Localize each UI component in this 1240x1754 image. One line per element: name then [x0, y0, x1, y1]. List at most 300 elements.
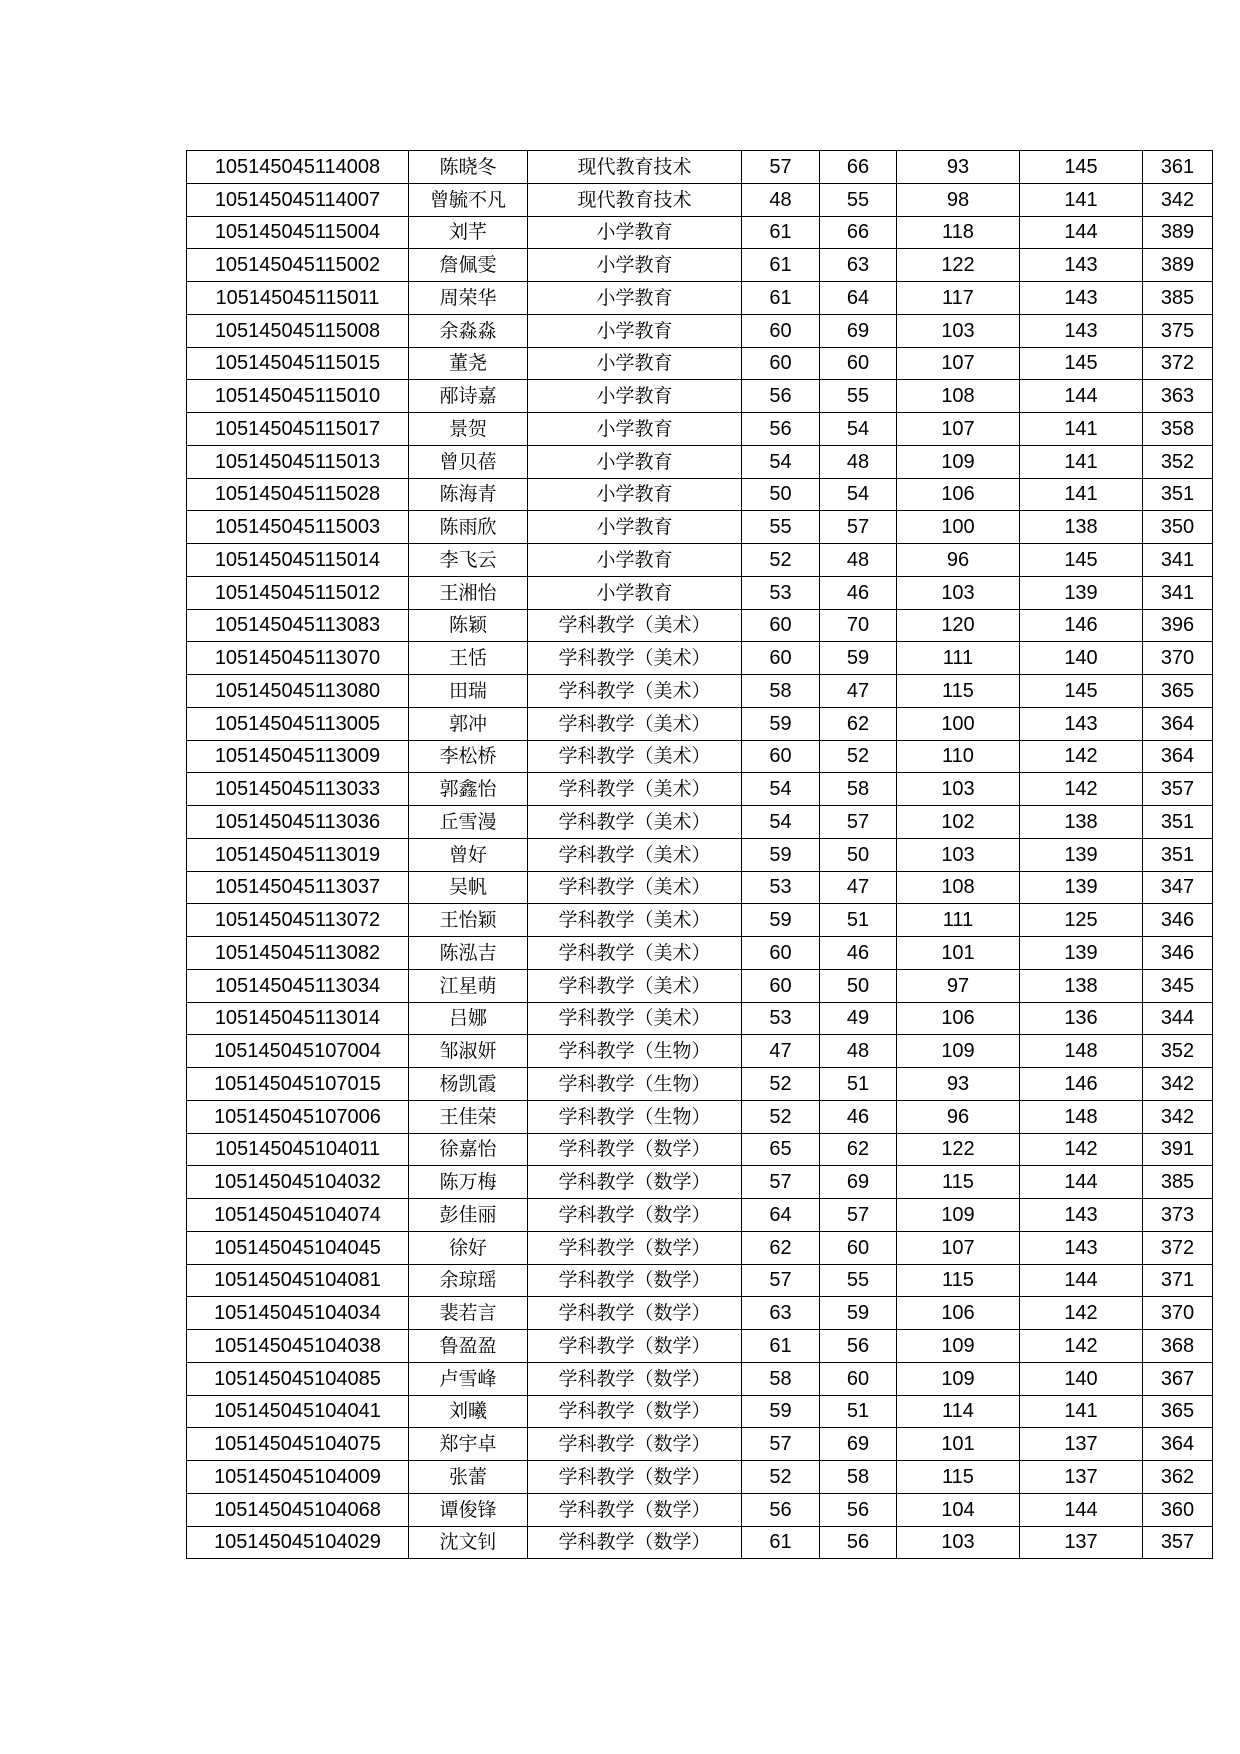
- total-score-cell: 351: [1143, 838, 1213, 871]
- name-cell: 裴若言: [409, 1297, 528, 1330]
- score-2-cell: 48: [820, 544, 897, 577]
- score-2-cell: 69: [820, 1428, 897, 1461]
- score-3-cell: 117: [897, 282, 1020, 315]
- score-2-cell: 60: [820, 1231, 897, 1264]
- exam-id-cell: 105145045113005: [187, 707, 409, 740]
- name-cell: 王湘怡: [409, 576, 528, 609]
- name-cell: 陈泓吉: [409, 937, 528, 970]
- major-cell: 学科教学（生物）: [528, 1100, 742, 1133]
- exam-id-cell: 105145045113014: [187, 1002, 409, 1035]
- major-cell: 学科教学（数学）: [528, 1264, 742, 1297]
- score-4-cell: 141: [1020, 1395, 1143, 1428]
- name-cell: 周荣华: [409, 282, 528, 315]
- score-4-cell: 148: [1020, 1100, 1143, 1133]
- name-cell: 徐好: [409, 1231, 528, 1264]
- major-cell: 学科教学（数学）: [528, 1493, 742, 1526]
- score-4-cell: 138: [1020, 969, 1143, 1002]
- score-1-cell: 60: [742, 314, 820, 347]
- score-4-cell: 143: [1020, 314, 1143, 347]
- score-1-cell: 55: [742, 511, 820, 544]
- name-cell: 吕娜: [409, 1002, 528, 1035]
- score-2-cell: 70: [820, 609, 897, 642]
- score-4-cell: 142: [1020, 1133, 1143, 1166]
- score-2-cell: 60: [820, 1362, 897, 1395]
- exam-id-cell: 105145045114008: [187, 151, 409, 184]
- total-score-cell: 373: [1143, 1199, 1213, 1232]
- score-2-cell: 48: [820, 445, 897, 478]
- total-score-cell: 341: [1143, 576, 1213, 609]
- score-2-cell: 55: [820, 380, 897, 413]
- name-cell: 卢雪峰: [409, 1362, 528, 1395]
- major-cell: 学科教学（生物）: [528, 1068, 742, 1101]
- table-row: [187, 576, 1213, 609]
- total-score-cell: 375: [1143, 314, 1213, 347]
- name-cell: 刘芊: [409, 216, 528, 249]
- major-cell: 学科教学（美术）: [528, 609, 742, 642]
- table-row: [187, 1395, 1213, 1428]
- total-score-cell: 352: [1143, 445, 1213, 478]
- total-score-cell: 370: [1143, 642, 1213, 675]
- total-score-cell: 346: [1143, 937, 1213, 970]
- major-cell: 小学教育: [528, 544, 742, 577]
- major-cell: 学科教学（美术）: [528, 871, 742, 904]
- table-row: [187, 478, 1213, 511]
- total-score-cell: 342: [1143, 183, 1213, 216]
- score-1-cell: 47: [742, 1035, 820, 1068]
- score-4-cell: 143: [1020, 1199, 1143, 1232]
- total-score-cell: 367: [1143, 1362, 1213, 1395]
- name-cell: 郭鑫怡: [409, 773, 528, 806]
- score-4-cell: 141: [1020, 445, 1143, 478]
- score-4-cell: 144: [1020, 380, 1143, 413]
- total-score-cell: 368: [1143, 1330, 1213, 1363]
- score-3-cell: 96: [897, 1100, 1020, 1133]
- exam-id-cell: 105145045104011: [187, 1133, 409, 1166]
- score-1-cell: 52: [742, 1461, 820, 1494]
- name-cell: 景贺: [409, 413, 528, 446]
- exam-id-cell: 105145045113009: [187, 740, 409, 773]
- total-score-cell: 364: [1143, 740, 1213, 773]
- score-2-cell: 47: [820, 871, 897, 904]
- score-1-cell: 59: [742, 707, 820, 740]
- table-row: [187, 1035, 1213, 1068]
- score-2-cell: 51: [820, 1395, 897, 1428]
- table-row: [187, 216, 1213, 249]
- table-row: [187, 1100, 1213, 1133]
- score-2-cell: 60: [820, 347, 897, 380]
- score-table-body: [187, 151, 1213, 1559]
- score-1-cell: 63: [742, 1297, 820, 1330]
- score-2-cell: 54: [820, 413, 897, 446]
- score-2-cell: 47: [820, 675, 897, 708]
- score-1-cell: 58: [742, 1362, 820, 1395]
- score-2-cell: 62: [820, 707, 897, 740]
- score-4-cell: 137: [1020, 1461, 1143, 1494]
- major-cell: 学科教学（美术）: [528, 1002, 742, 1035]
- major-cell: 现代教育技术: [528, 151, 742, 184]
- table-row: [187, 1133, 1213, 1166]
- score-3-cell: 115: [897, 675, 1020, 708]
- table-row: [187, 1068, 1213, 1101]
- score-4-cell: 140: [1020, 1362, 1143, 1395]
- score-3-cell: 106: [897, 1002, 1020, 1035]
- total-score-cell: 391: [1143, 1133, 1213, 1166]
- score-2-cell: 64: [820, 282, 897, 315]
- score-3-cell: 106: [897, 1297, 1020, 1330]
- total-score-cell: 358: [1143, 413, 1213, 446]
- name-cell: 李松桥: [409, 740, 528, 773]
- major-cell: 学科教学（数学）: [528, 1231, 742, 1264]
- major-cell: 现代教育技术: [528, 183, 742, 216]
- exam-id-cell: 105145045104038: [187, 1330, 409, 1363]
- score-4-cell: 145: [1020, 151, 1143, 184]
- major-cell: 学科教学（生物）: [528, 1035, 742, 1068]
- score-4-cell: 141: [1020, 183, 1143, 216]
- total-score-cell: 385: [1143, 1166, 1213, 1199]
- score-2-cell: 50: [820, 838, 897, 871]
- exam-id-cell: 105145045115015: [187, 347, 409, 380]
- score-1-cell: 59: [742, 904, 820, 937]
- major-cell: 学科教学（数学）: [528, 1166, 742, 1199]
- name-cell: 沈文钊: [409, 1526, 528, 1559]
- score-4-cell: 144: [1020, 216, 1143, 249]
- table-row: [187, 1461, 1213, 1494]
- score-4-cell: 137: [1020, 1526, 1143, 1559]
- name-cell: 张蕾: [409, 1461, 528, 1494]
- total-score-cell: 370: [1143, 1297, 1213, 1330]
- score-2-cell: 51: [820, 1068, 897, 1101]
- score-3-cell: 122: [897, 249, 1020, 282]
- score-1-cell: 59: [742, 1395, 820, 1428]
- exam-id-cell: 105145045104034: [187, 1297, 409, 1330]
- table-row: [187, 675, 1213, 708]
- exam-id-cell: 105145045115028: [187, 478, 409, 511]
- exam-id-cell: 105145045113072: [187, 904, 409, 937]
- exam-id-cell: 105145045113036: [187, 806, 409, 839]
- name-cell: 陈雨欣: [409, 511, 528, 544]
- name-cell: 丘雪漫: [409, 806, 528, 839]
- table-row: [187, 282, 1213, 315]
- major-cell: 学科教学（数学）: [528, 1362, 742, 1395]
- score-1-cell: 62: [742, 1231, 820, 1264]
- exam-id-cell: 105145045113037: [187, 871, 409, 904]
- score-4-cell: 142: [1020, 773, 1143, 806]
- score-1-cell: 54: [742, 773, 820, 806]
- score-2-cell: 59: [820, 642, 897, 675]
- table-row: [187, 445, 1213, 478]
- table-row: [187, 969, 1213, 1002]
- score-1-cell: 52: [742, 544, 820, 577]
- score-1-cell: 60: [742, 937, 820, 970]
- name-cell: 吴帆: [409, 871, 528, 904]
- score-4-cell: 139: [1020, 838, 1143, 871]
- major-cell: 小学教育: [528, 216, 742, 249]
- table-row: [187, 1002, 1213, 1035]
- score-3-cell: 104: [897, 1493, 1020, 1526]
- score-1-cell: 58: [742, 675, 820, 708]
- total-score-cell: 347: [1143, 871, 1213, 904]
- table-row: [187, 314, 1213, 347]
- total-score-cell: 350: [1143, 511, 1213, 544]
- table-row: [187, 871, 1213, 904]
- score-1-cell: 54: [742, 445, 820, 478]
- score-4-cell: 139: [1020, 576, 1143, 609]
- score-3-cell: 102: [897, 806, 1020, 839]
- exam-id-cell: 105145045115014: [187, 544, 409, 577]
- exam-id-cell: 105145045115008: [187, 314, 409, 347]
- score-2-cell: 50: [820, 969, 897, 1002]
- exam-id-cell: 105145045114007: [187, 183, 409, 216]
- exam-id-cell: 105145045115011: [187, 282, 409, 315]
- score-2-cell: 56: [820, 1493, 897, 1526]
- major-cell: 学科教学（美术）: [528, 642, 742, 675]
- score-3-cell: 115: [897, 1461, 1020, 1494]
- score-1-cell: 60: [742, 740, 820, 773]
- score-2-cell: 48: [820, 1035, 897, 1068]
- score-3-cell: 109: [897, 1330, 1020, 1363]
- score-3-cell: 103: [897, 1526, 1020, 1559]
- score-1-cell: 65: [742, 1133, 820, 1166]
- score-3-cell: 109: [897, 1362, 1020, 1395]
- exam-id-cell: 105145045115002: [187, 249, 409, 282]
- total-score-cell: 346: [1143, 904, 1213, 937]
- name-cell: 陈晓冬: [409, 151, 528, 184]
- exam-id-cell: 105145045113083: [187, 609, 409, 642]
- score-2-cell: 56: [820, 1330, 897, 1363]
- score-3-cell: 111: [897, 904, 1020, 937]
- total-score-cell: 363: [1143, 380, 1213, 413]
- major-cell: 小学教育: [528, 413, 742, 446]
- table-row: [187, 413, 1213, 446]
- name-cell: 陈颖: [409, 609, 528, 642]
- major-cell: 学科教学（美术）: [528, 969, 742, 1002]
- score-4-cell: 137: [1020, 1428, 1143, 1461]
- score-4-cell: 143: [1020, 249, 1143, 282]
- major-cell: 学科教学（数学）: [528, 1199, 742, 1232]
- score-2-cell: 59: [820, 1297, 897, 1330]
- score-1-cell: 60: [742, 609, 820, 642]
- score-3-cell: 118: [897, 216, 1020, 249]
- score-1-cell: 57: [742, 1264, 820, 1297]
- table-row: [187, 642, 1213, 675]
- exam-id-cell: 105145045104081: [187, 1264, 409, 1297]
- name-cell: 郑宇卓: [409, 1428, 528, 1461]
- score-4-cell: 144: [1020, 1493, 1143, 1526]
- name-cell: 陈海青: [409, 478, 528, 511]
- major-cell: 小学教育: [528, 445, 742, 478]
- score-4-cell: 140: [1020, 642, 1143, 675]
- score-3-cell: 100: [897, 707, 1020, 740]
- total-score-cell: 385: [1143, 282, 1213, 315]
- total-score-cell: 342: [1143, 1068, 1213, 1101]
- score-1-cell: 60: [742, 347, 820, 380]
- score-3-cell: 106: [897, 478, 1020, 511]
- exam-id-cell: 105145045115004: [187, 216, 409, 249]
- table-row: [187, 1493, 1213, 1526]
- total-score-cell: 389: [1143, 249, 1213, 282]
- major-cell: 小学教育: [528, 478, 742, 511]
- major-cell: 小学教育: [528, 282, 742, 315]
- name-cell: 江星萌: [409, 969, 528, 1002]
- score-4-cell: 125: [1020, 904, 1143, 937]
- score-3-cell: 109: [897, 1035, 1020, 1068]
- exam-id-cell: 105145045113033: [187, 773, 409, 806]
- name-cell: 曾贝蓓: [409, 445, 528, 478]
- major-cell: 学科教学（美术）: [528, 806, 742, 839]
- score-3-cell: 109: [897, 1199, 1020, 1232]
- score-2-cell: 51: [820, 904, 897, 937]
- major-cell: 学科教学（数学）: [528, 1395, 742, 1428]
- score-3-cell: 107: [897, 347, 1020, 380]
- score-4-cell: 144: [1020, 1166, 1143, 1199]
- total-score-cell: 389: [1143, 216, 1213, 249]
- major-cell: 学科教学（数学）: [528, 1461, 742, 1494]
- name-cell: 王恬: [409, 642, 528, 675]
- total-score-cell: 357: [1143, 773, 1213, 806]
- score-1-cell: 56: [742, 413, 820, 446]
- total-score-cell: 361: [1143, 151, 1213, 184]
- score-1-cell: 52: [742, 1100, 820, 1133]
- total-score-cell: 360: [1143, 1493, 1213, 1526]
- table-row: [187, 1297, 1213, 1330]
- table-row: [187, 609, 1213, 642]
- score-2-cell: 69: [820, 314, 897, 347]
- table-row: [187, 183, 1213, 216]
- score-3-cell: 115: [897, 1264, 1020, 1297]
- exam-id-cell: 105145045113070: [187, 642, 409, 675]
- name-cell: 曾毓不凡: [409, 183, 528, 216]
- score-2-cell: 58: [820, 1461, 897, 1494]
- name-cell: 王怡颖: [409, 904, 528, 937]
- score-2-cell: 63: [820, 249, 897, 282]
- exam-id-cell: 105145045115003: [187, 511, 409, 544]
- major-cell: 小学教育: [528, 314, 742, 347]
- score-4-cell: 142: [1020, 1297, 1143, 1330]
- score-2-cell: 46: [820, 576, 897, 609]
- score-3-cell: 110: [897, 740, 1020, 773]
- total-score-cell: 357: [1143, 1526, 1213, 1559]
- score-2-cell: 46: [820, 937, 897, 970]
- score-1-cell: 61: [742, 1526, 820, 1559]
- score-4-cell: 136: [1020, 1002, 1143, 1035]
- major-cell: 学科教学（美术）: [528, 675, 742, 708]
- table-row: [187, 806, 1213, 839]
- exam-id-cell: 105145045104032: [187, 1166, 409, 1199]
- score-1-cell: 57: [742, 151, 820, 184]
- major-cell: 小学教育: [528, 511, 742, 544]
- table-row: [187, 347, 1213, 380]
- name-cell: 曾好: [409, 838, 528, 871]
- score-3-cell: 109: [897, 445, 1020, 478]
- name-cell: 詹佩雯: [409, 249, 528, 282]
- name-cell: 郭冲: [409, 707, 528, 740]
- total-score-cell: 365: [1143, 1395, 1213, 1428]
- score-3-cell: 108: [897, 871, 1020, 904]
- score-2-cell: 49: [820, 1002, 897, 1035]
- score-4-cell: 139: [1020, 937, 1143, 970]
- name-cell: 余琼瑶: [409, 1264, 528, 1297]
- score-4-cell: 143: [1020, 1231, 1143, 1264]
- name-cell: 刘曦: [409, 1395, 528, 1428]
- score-1-cell: 56: [742, 380, 820, 413]
- score-4-cell: 142: [1020, 740, 1143, 773]
- score-4-cell: 146: [1020, 609, 1143, 642]
- exam-id-cell: 105145045104029: [187, 1526, 409, 1559]
- score-3-cell: 111: [897, 642, 1020, 675]
- total-score-cell: 351: [1143, 806, 1213, 839]
- exam-id-cell: 105145045107004: [187, 1035, 409, 1068]
- score-1-cell: 57: [742, 1428, 820, 1461]
- score-1-cell: 61: [742, 216, 820, 249]
- table-row: [187, 380, 1213, 413]
- major-cell: 学科教学（数学）: [528, 1297, 742, 1330]
- total-score-cell: 362: [1143, 1461, 1213, 1494]
- major-cell: 学科教学（美术）: [528, 740, 742, 773]
- score-3-cell: 100: [897, 511, 1020, 544]
- name-cell: 谭俊锋: [409, 1493, 528, 1526]
- score-1-cell: 56: [742, 1493, 820, 1526]
- major-cell: 小学教育: [528, 249, 742, 282]
- score-3-cell: 93: [897, 151, 1020, 184]
- table-row: [187, 511, 1213, 544]
- exam-id-cell: 105145045113082: [187, 937, 409, 970]
- score-1-cell: 59: [742, 838, 820, 871]
- total-score-cell: 341: [1143, 544, 1213, 577]
- score-4-cell: 139: [1020, 871, 1143, 904]
- table-row: [187, 740, 1213, 773]
- score-3-cell: 103: [897, 576, 1020, 609]
- table-row: [187, 1166, 1213, 1199]
- table-row: [187, 544, 1213, 577]
- table-row: [187, 151, 1213, 184]
- exam-id-cell: 105145045115013: [187, 445, 409, 478]
- total-score-cell: 345: [1143, 969, 1213, 1002]
- major-cell: 小学教育: [528, 576, 742, 609]
- score-1-cell: 57: [742, 1166, 820, 1199]
- exam-id-cell: 105145045113080: [187, 675, 409, 708]
- score-1-cell: 61: [742, 282, 820, 315]
- score-1-cell: 50: [742, 478, 820, 511]
- total-score-cell: 342: [1143, 1100, 1213, 1133]
- major-cell: 学科教学（美术）: [528, 773, 742, 806]
- name-cell: 李飞云: [409, 544, 528, 577]
- exam-id-cell: 105145045115012: [187, 576, 409, 609]
- table-row: [187, 1330, 1213, 1363]
- score-3-cell: 103: [897, 314, 1020, 347]
- score-3-cell: 115: [897, 1166, 1020, 1199]
- name-cell: 徐嘉怡: [409, 1133, 528, 1166]
- major-cell: 学科教学（美术）: [528, 707, 742, 740]
- table-row: [187, 773, 1213, 806]
- score-4-cell: 138: [1020, 511, 1143, 544]
- name-cell: 田瑞: [409, 675, 528, 708]
- score-2-cell: 57: [820, 806, 897, 839]
- table-row: [187, 1428, 1213, 1461]
- exam-id-cell: 105145045104041: [187, 1395, 409, 1428]
- exam-id-cell: 105145045113034: [187, 969, 409, 1002]
- score-3-cell: 114: [897, 1395, 1020, 1428]
- score-3-cell: 107: [897, 1231, 1020, 1264]
- name-cell: 邹淑妍: [409, 1035, 528, 1068]
- score-1-cell: 48: [742, 183, 820, 216]
- score-1-cell: 60: [742, 642, 820, 675]
- score-1-cell: 60: [742, 969, 820, 1002]
- score-2-cell: 55: [820, 183, 897, 216]
- total-score-cell: 344: [1143, 1002, 1213, 1035]
- exam-id-cell: 105145045104075: [187, 1428, 409, 1461]
- exam-id-cell: 105145045104074: [187, 1199, 409, 1232]
- score-1-cell: 53: [742, 576, 820, 609]
